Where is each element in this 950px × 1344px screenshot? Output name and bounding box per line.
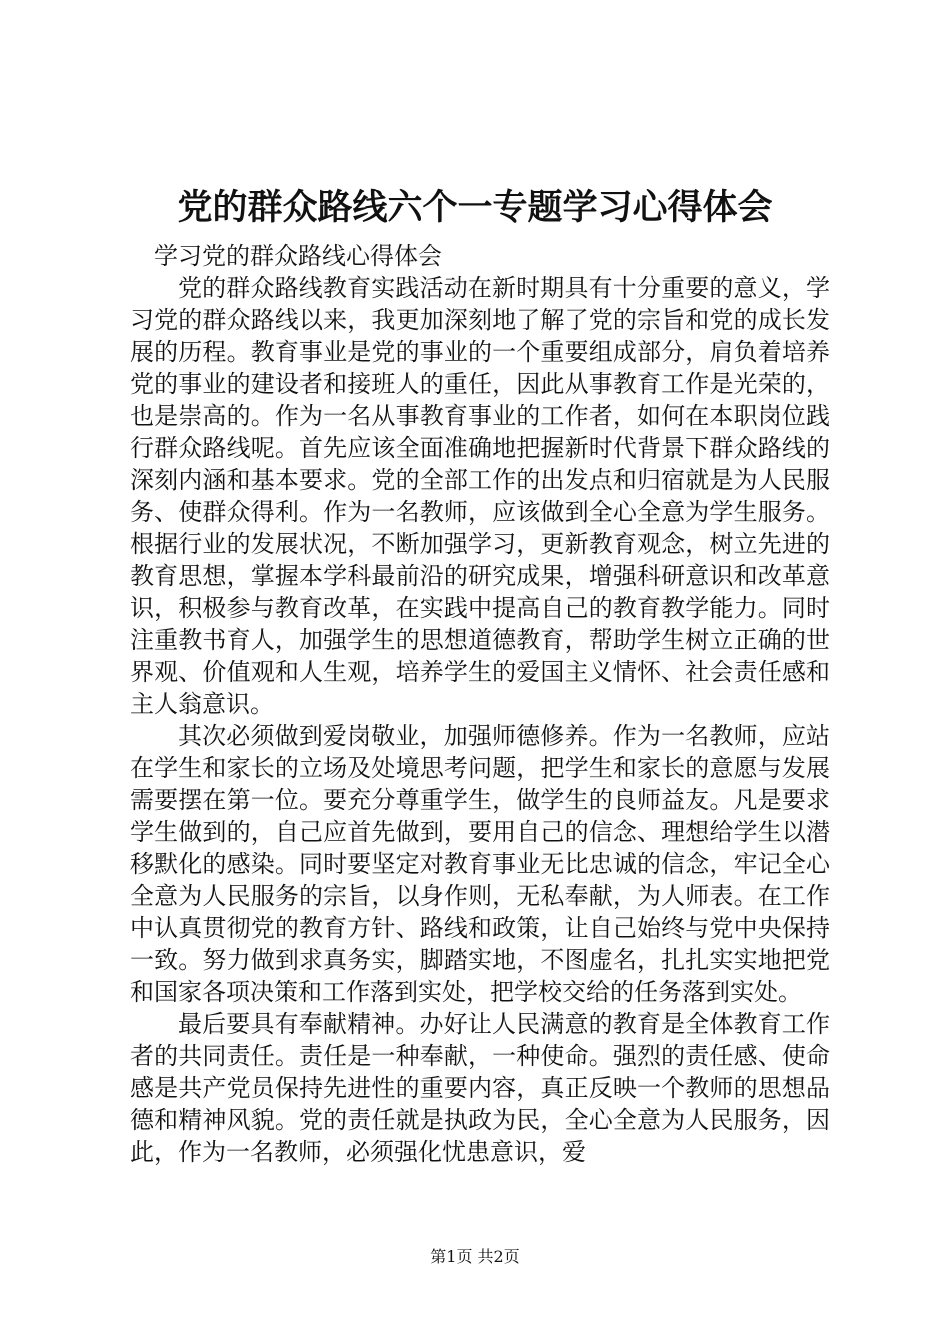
document-title: 党的群众路线六个一专题学习心得体会 [177,187,773,228]
document-subtitle: 学习党的群众路线心得体会 [154,242,442,270]
paragraph-2: 其次必须做到爱岗敬业，加强师德修养。作为一名教师，应站在学生和家长的立场及处境思考问题，把学生和家长的意愿与发展需要摆在第一位。要充分尊重学生，做学生的良师益友。凡是要求学生做到的，自己应首先做到，要用自己的信念、理想给学生以潜移默化的感染。同时要坚定对教育事业无比忠诚的信念，牢记全心全意为人民服务的宗旨，以身作则，无私奉献，为人师表。在工作中认真贯彻党的教育方针、路线和政策，让自己始终与党中央保持一致。努力做到求真务实，脚踏实地，不图虚名，扎扎实实地把党和国家各项决策和工作落到实处，把学校交给的任务落到实处。 [130,722,830,1006]
paragraph-1: 党的群众路线教育实践活动在新时期具有十分重要的意义，学习党的群众路线以来，我更加深刻地了解了党的宗旨和党的成长发展的历程。教育事业是党的事业的一个重要组成部分，肩负着培养党的事业的建设者和接班人的重任，因此从事教育工作是光荣的，也是崇高的。作为一名从事教育事业的工作者，如何在本职岗位践行群众路线呢。首先应该全面准确地把握新时代背景下群众路线的深刻内涵和基本要求。党的全部工作的出发点和归宿就是为人民服务、使群众得利。作为一名教师，应该做到全心全意为学生服务。根据行业的发展状况，不断加强学习，更新教育观念，树立先进的教育思想，掌握本学科最前沿的研究成果，增强科研意识和改革意识，积极参与教育改革，在实践中提高自己的教育教学能力。同时注重教书育人，加强学生的思想道德教育，帮助学生树立正确的世界观、价值观和人生观，培养学生的爱国主义情怀、社会责任感和主人翁意识。 [130,274,830,718]
paragraph-3: 最后要具有奉献精神。办好让人民满意的教育是全体教育工作者的共同责任。责任是一种奉献，一种使命。强烈的责任感、使命感是共产党员保持先进性的重要内容，真正反映一个教师的思想品德和精神风貌。党的责任就是执政为民，全心全意为人民服务，因此，作为一名教师，必须强化忧患意识，爱 [130,1010,830,1166]
page-footer: 第1页 共2页 [430,1247,520,1266]
document-body [130,240,830,1168]
